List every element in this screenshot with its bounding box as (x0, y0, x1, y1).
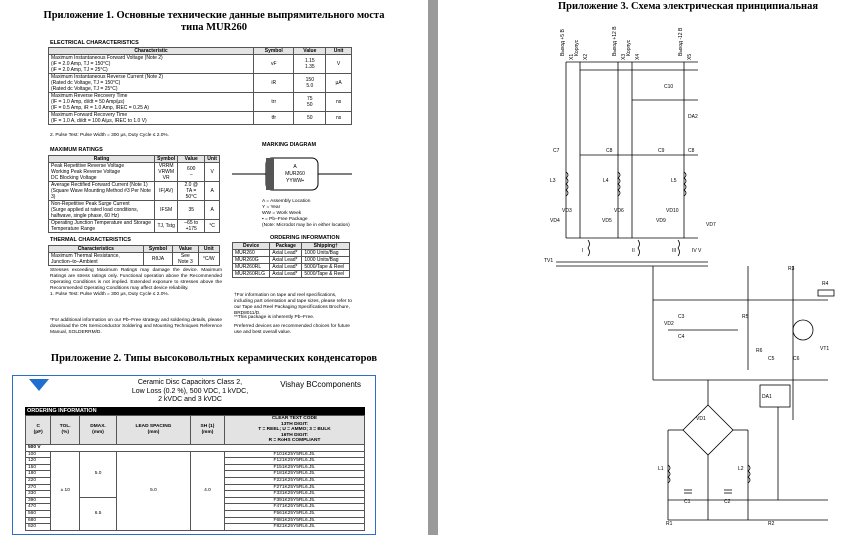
component-label: L1 (658, 466, 664, 472)
ordering-package: Axial Lead* (270, 257, 302, 264)
ordering-package: Axial Lead* (270, 264, 302, 271)
capacitor-value: 330 (26, 491, 51, 498)
max-ratings-symbol: TJ, Tstg (155, 220, 178, 233)
appendix2-title: Приложение 2. Типы высоковольтных керамических конденсаторов (50, 353, 378, 364)
ordering-header-row (233, 243, 350, 250)
ordering-device: MUR260RL (233, 264, 270, 271)
max-ratings-row (49, 220, 220, 233)
output-label: Выход +5 В (560, 29, 566, 56)
capacitor-value: 270 (26, 484, 51, 491)
ordering-row (233, 257, 350, 264)
capacitor-code: F821K25Y5RL6.J5. (224, 524, 364, 531)
thermal-header-3: Unit (198, 246, 219, 253)
output-label: Корпус (574, 39, 580, 56)
thermal-header-2: Value (173, 246, 198, 253)
component-label: R2 (768, 521, 775, 527)
component-label: VD4 (550, 218, 560, 224)
pb-free-footnote: *For additional information on our Pb–Free strategy and soldering details, please download the ON Semiconductor Soldering and Mounting Techniques Reference Manual, SOLDERRM/D. (50, 318, 222, 335)
capacitor-title-line2: Low Loss (0.2 %), 500 VDC, 1 kVDC, (131, 387, 249, 395)
ordering-device: MUR260G (233, 257, 270, 264)
ordering-shipping: 5000/Tape & Reel (302, 271, 350, 278)
capacitor-tolerance: ± 10 (51, 451, 80, 530)
capacitor-value: 120 (26, 458, 51, 465)
component-label: VD3 (562, 208, 572, 214)
capacitor-voltage-group: 500 V (26, 444, 365, 451)
electrical-characteristic: Maximum Instantaneous Reverse Current (Note 2) (Rated dc Voltage, TJ = 150°C) (Rated dc Voltage, TJ = 25°C) (49, 74, 254, 93)
ordering-package: Axial Lead* (270, 250, 302, 257)
marking-part: MUR260 (285, 171, 305, 177)
electrical-row (49, 74, 352, 93)
capacitor-ordering-heading: ORDERING INFORMATION (25, 407, 365, 415)
output-label: Выход -12 В (678, 27, 684, 56)
component-label: R4 (822, 281, 829, 287)
max-ratings-table (48, 155, 220, 233)
electrical-row (49, 93, 352, 112)
max-ratings-header-row (49, 156, 220, 163)
marking-legend-item: ▪ = Pb–Free Package (262, 217, 308, 222)
component-label: DA2 (688, 114, 698, 120)
component-label: I (582, 248, 584, 254)
max-ratings-header-0: Rating (49, 156, 155, 163)
max-ratings-symbol: IF(AV) (155, 182, 178, 201)
component-label: C2 (724, 499, 731, 505)
appendix1-title (10, 10, 418, 34)
capacitor-code: F121K25Y5RL6.J5. (224, 458, 364, 465)
component-label: C6 (793, 356, 800, 362)
ordering-row (233, 264, 350, 271)
component-label: L3 (550, 178, 556, 184)
capacitor-dmax: 5.0 (80, 451, 117, 497)
electrical-row (49, 112, 352, 125)
marking-legend (262, 199, 350, 229)
component-label: III (672, 248, 677, 254)
electrical-value: 150 5.0 (294, 74, 326, 93)
max-ratings-value: 35 (178, 201, 205, 220)
max-ratings-characteristic: Average Rectified Forward Current (Note 1) (Square Wave Mounting Method #3 Per Note 3) (49, 182, 155, 201)
capacitor-code: F101K25Y5RL6.J5. (224, 451, 364, 458)
capacitor-row (26, 451, 365, 458)
max-ratings-value: 600 – (178, 163, 205, 182)
thermal-header-1: Symbol (143, 246, 173, 253)
marking-legend-item: (Note: Microdot may be in either location) (262, 223, 350, 228)
capacitor-value: 220 (26, 477, 51, 484)
max-ratings-unit: A (205, 182, 220, 201)
appendix1-title-line1: Приложение 1. Основные технические данные выпрямительного моста (43, 10, 385, 21)
capacitor-code: F331K25Y5RL6.J5. (224, 491, 364, 498)
max-ratings-unit: A (205, 201, 220, 220)
component-label: TV1 (544, 258, 554, 264)
capacitor-value: 390 (26, 497, 51, 504)
electrical-note: 2. Pulse Test: Pulse Width = 300 µs, Duty Cycle ≤ 2.0%. (50, 133, 170, 138)
component-label: R3 (788, 266, 795, 272)
ordering-heading: ORDERING INFORMATION (270, 235, 340, 241)
thermal-table (48, 245, 220, 266)
ordering-note3: Preferred devices are recommended choices for future use and best overall value. (234, 324, 350, 335)
component-label: L2 (738, 466, 744, 472)
max-ratings-header-3: Unit (205, 156, 220, 163)
thermal-heading: THERMAL CHARACTERISTICS (50, 237, 131, 243)
component-label: C8 (606, 148, 613, 154)
max-ratings-unit: V (205, 163, 220, 182)
capacitor-voltage-group-row (26, 444, 365, 451)
appendix1-title-line2: типа MUR260 (181, 22, 247, 33)
component-label: C7 (553, 148, 560, 154)
max-ratings-row (49, 201, 220, 220)
component-label: VD5 (602, 218, 612, 224)
ordering-header-1: Package (270, 243, 302, 250)
electrical-characteristic: Maximum Reverse Recovery Time (IF = 1.0 Amp, di/dt = 50 Amp/µs) (IF = 0.5 Amp, iR = 1.0 Amp, IREC = 0.25 A) (49, 93, 254, 112)
component-label: C8 (688, 148, 695, 154)
component-label: L4 (603, 178, 609, 184)
component-label: VD10 (666, 208, 679, 214)
ordering-device: MUR260RLG (233, 271, 270, 278)
output-pin: X4 (635, 53, 641, 60)
max-ratings-row (49, 163, 220, 182)
capacitor-value: 820 (26, 524, 51, 531)
capacitor-value: 560 (26, 510, 51, 517)
max-ratings-row (49, 182, 220, 201)
capacitor-value: 680 (26, 517, 51, 524)
capacitor-header-2: DMAX. (mm) (80, 416, 117, 445)
component-label: IV (692, 248, 697, 254)
ordering-header-2: Shipping† (302, 243, 350, 250)
electrical-value: 75 50 (294, 93, 326, 112)
output-pin: X3 (621, 53, 627, 60)
capacitor-code: F681K25Y5RL6.J5. (224, 517, 364, 524)
capacitor-header-row (26, 416, 365, 445)
max-ratings-symbol: VRRM VRWM VR (155, 163, 178, 182)
capacitor-code: F221K25Y5RL6.J5. (224, 477, 364, 484)
marking-date: YYWW▪ (286, 178, 304, 184)
electrical-header-0: Characteristic (49, 48, 254, 55)
thermal-notes: Stresses exceeding Maximum Ratings may damage the device. Maximum Ratings are stress ratings only. Functional operation above the Recommended Operating Conditions is not implied. Extended exposure to stresses above the Recommended Operating Conditions may affect device reliability. (50, 268, 222, 291)
ordering-shipping: 1000 Units/Bag (302, 250, 350, 257)
capacitor-header-0: C (pF) (26, 416, 51, 445)
capacitor-title (125, 379, 255, 405)
capacitor-header-1: TOL. (%) (51, 416, 80, 445)
component-label: VD7 (706, 222, 716, 228)
max-ratings-value: –65 to +175 (178, 220, 205, 233)
component-label: C1 (684, 499, 691, 505)
electrical-value: 1.15 1.35 (294, 55, 326, 74)
thermal-note1: 1. Pulse Test: Pulse Width = 300 µs, Duty Cycle ≤ 2.0%. (50, 292, 170, 297)
capacitor-value: 100 (26, 451, 51, 458)
electrical-characteristic: Maximum Instantaneous Forward Voltage (Note 2) (iF = 2.0 Amp, TJ = 150°C) (iF = 2.0 Amp, TJ = 25°C) (49, 55, 254, 74)
capacitor-sh: 4.0 (190, 451, 224, 530)
circuit-schematic (438, 0, 855, 535)
output-label: Корпус (626, 39, 632, 56)
component-label: VD2 (664, 321, 674, 327)
marking-diagram (232, 150, 352, 200)
thermal-row (49, 253, 220, 266)
capacitor-code: F181K25Y5RL6.J5. (224, 471, 364, 478)
component-label: C4 (678, 334, 685, 340)
capacitor-title-line3: 2 kVDC and 3 kVDC (158, 396, 222, 403)
thermal-unit: °C/W (198, 253, 219, 266)
thermal-symbol: RθJA (143, 253, 173, 266)
electrical-symbol: trr (254, 93, 294, 112)
document-page-right (438, 0, 855, 535)
thermal-header-row (49, 246, 220, 253)
ordering-shipping: 5000/Tape & Reel (302, 264, 350, 271)
component-label: C3 (678, 314, 685, 320)
ordering-shipping: 1000 Units/Bag (302, 257, 350, 264)
electrical-value: 50 (294, 112, 326, 125)
component-label: VD1 (696, 416, 706, 422)
output-pin: X1 (569, 53, 575, 60)
electrical-header-1: Symbol (254, 48, 294, 55)
ordering-note2: **This package is inherently Pb–Free. (234, 315, 315, 320)
ordering-note1: †For information on tape and reel specifications, including part orientation and tape sizes, please refer to our Tape and Reel Packaging Specifications Brochure, BRD8011/D. (234, 293, 352, 316)
max-ratings-characteristic: Non-Repetitive Peak Surge Current (Surge applied at rated load conditions, halfwave, single phase, 60 Hz) (49, 201, 155, 220)
capacitor-header-5: CLEAR TEXT CODE 13TH DIGIT: T = REEL; U = AMMO; 3 = BULK 16TH DIGIT: R = RoHS COMPLIANT (224, 416, 364, 445)
max-ratings-symbol: IFSM (155, 201, 178, 220)
electrical-symbol: iR (254, 74, 294, 93)
component-label: L5 (671, 178, 677, 184)
electrical-heading: ELECTRICAL CHARACTERISTICS (50, 40, 139, 46)
max-ratings-heading: MAXIMUM RATINGS (50, 147, 103, 153)
output-pin: X5 (687, 53, 693, 60)
max-ratings-unit: °C (205, 220, 220, 233)
marking-letter-a: A (293, 164, 297, 170)
component-label: V (698, 248, 702, 254)
ordering-table (232, 242, 350, 278)
ordering-row (233, 250, 350, 257)
capacitor-value: 470 (26, 504, 51, 511)
max-ratings-header-2: Value (178, 156, 205, 163)
capacitor-datasheet (12, 375, 376, 535)
ordering-device: MUR260 (233, 250, 270, 257)
thermal-value: See Note 3 (173, 253, 198, 266)
electrical-header-2: Value (294, 48, 326, 55)
marking-legend-item: Y = Year (262, 205, 281, 210)
electrical-table (48, 47, 352, 125)
capacitor-value: 150 (26, 464, 51, 471)
vishay-brand: Vishay BCcomponents (280, 380, 361, 389)
vishay-triangle-icon (29, 379, 49, 393)
output-pin: X2 (583, 53, 589, 60)
max-ratings-value: 2.0 @ TA = 50°C (178, 182, 205, 201)
ordering-package: Axial Lead* (270, 271, 302, 278)
capacitor-header-4: SH (1) (mm) (190, 416, 224, 445)
electrical-symbol: vF (254, 55, 294, 74)
component-label: VD6 (614, 208, 624, 214)
appendix3-title: Приложение 3. Схема электрическая принципиальная (558, 1, 819, 12)
max-ratings-header-1: Symbol (155, 156, 178, 163)
marking-legend-item: A = Assembly Location (262, 199, 311, 204)
marking-heading: MARKING DIAGRAM (262, 142, 317, 148)
electrical-unit: ns (326, 112, 352, 125)
electrical-unit: ns (326, 93, 352, 112)
component-label: VT1 (820, 346, 830, 352)
thermal-header-0: Characteristics (49, 246, 144, 253)
capacitor-header-3: LEAD SPACING (mm) (117, 416, 191, 445)
electrical-header-row (49, 48, 352, 55)
capacitor-title-line1: Ceramic Disc Capacitors Class 2, (137, 379, 243, 386)
max-ratings-characteristic: Peak Repetitive Reverse Voltage Working Peak Reverse Voltage DC Blocking Voltage (49, 163, 155, 182)
component-label: R5 (742, 314, 749, 320)
component-label: C9 (658, 148, 665, 154)
marking-legend-item: WW = Work Week (262, 211, 302, 216)
electrical-header-3: Unit (326, 48, 352, 55)
component-label: C10 (664, 84, 674, 90)
capacitor-code: F561K25Y5RL6.J5. (224, 510, 364, 517)
capacitor-value: 180 (26, 471, 51, 478)
output-label: Выход +12 В (612, 26, 618, 56)
ordering-row (233, 271, 350, 278)
capacitor-lead-spacing: 5.0 (117, 451, 191, 530)
component-label: VD9 (656, 218, 666, 224)
electrical-characteristic: Maximum Forward Recovery Time (IF = 1.0 A, di/dt = 100 A/µs, IREC to 1.0 V) (49, 112, 254, 125)
component-label: C5 (768, 356, 775, 362)
max-ratings-characteristic: Operating Junction Temperature and Storage Temperature Range (49, 220, 155, 233)
capacitor-code: F471K25Y5RL6.J5. (224, 504, 364, 511)
capacitor-dmax: 6.5 (80, 497, 117, 530)
capacitor-code: F391K25Y5RL6.J5. (224, 497, 364, 504)
electrical-unit: V (326, 55, 352, 74)
component-label: R6 (756, 348, 763, 354)
component-label: DA1 (762, 394, 772, 400)
capacitor-table (25, 415, 365, 531)
electrical-row (49, 55, 352, 74)
component-label: II (632, 248, 635, 254)
capacitor-code: F151K25Y5RL6.J5. (224, 464, 364, 471)
electrical-unit: µA (326, 74, 352, 93)
thermal-characteristic: Maximum Thermal Resistance, Junction–to–Ambient (49, 253, 144, 266)
capacitor-code: F271K25Y5RL6.J5. (224, 484, 364, 491)
component-label: R1 (666, 521, 673, 527)
electrical-symbol: tfr (254, 112, 294, 125)
ordering-header-0: Device (233, 243, 270, 250)
